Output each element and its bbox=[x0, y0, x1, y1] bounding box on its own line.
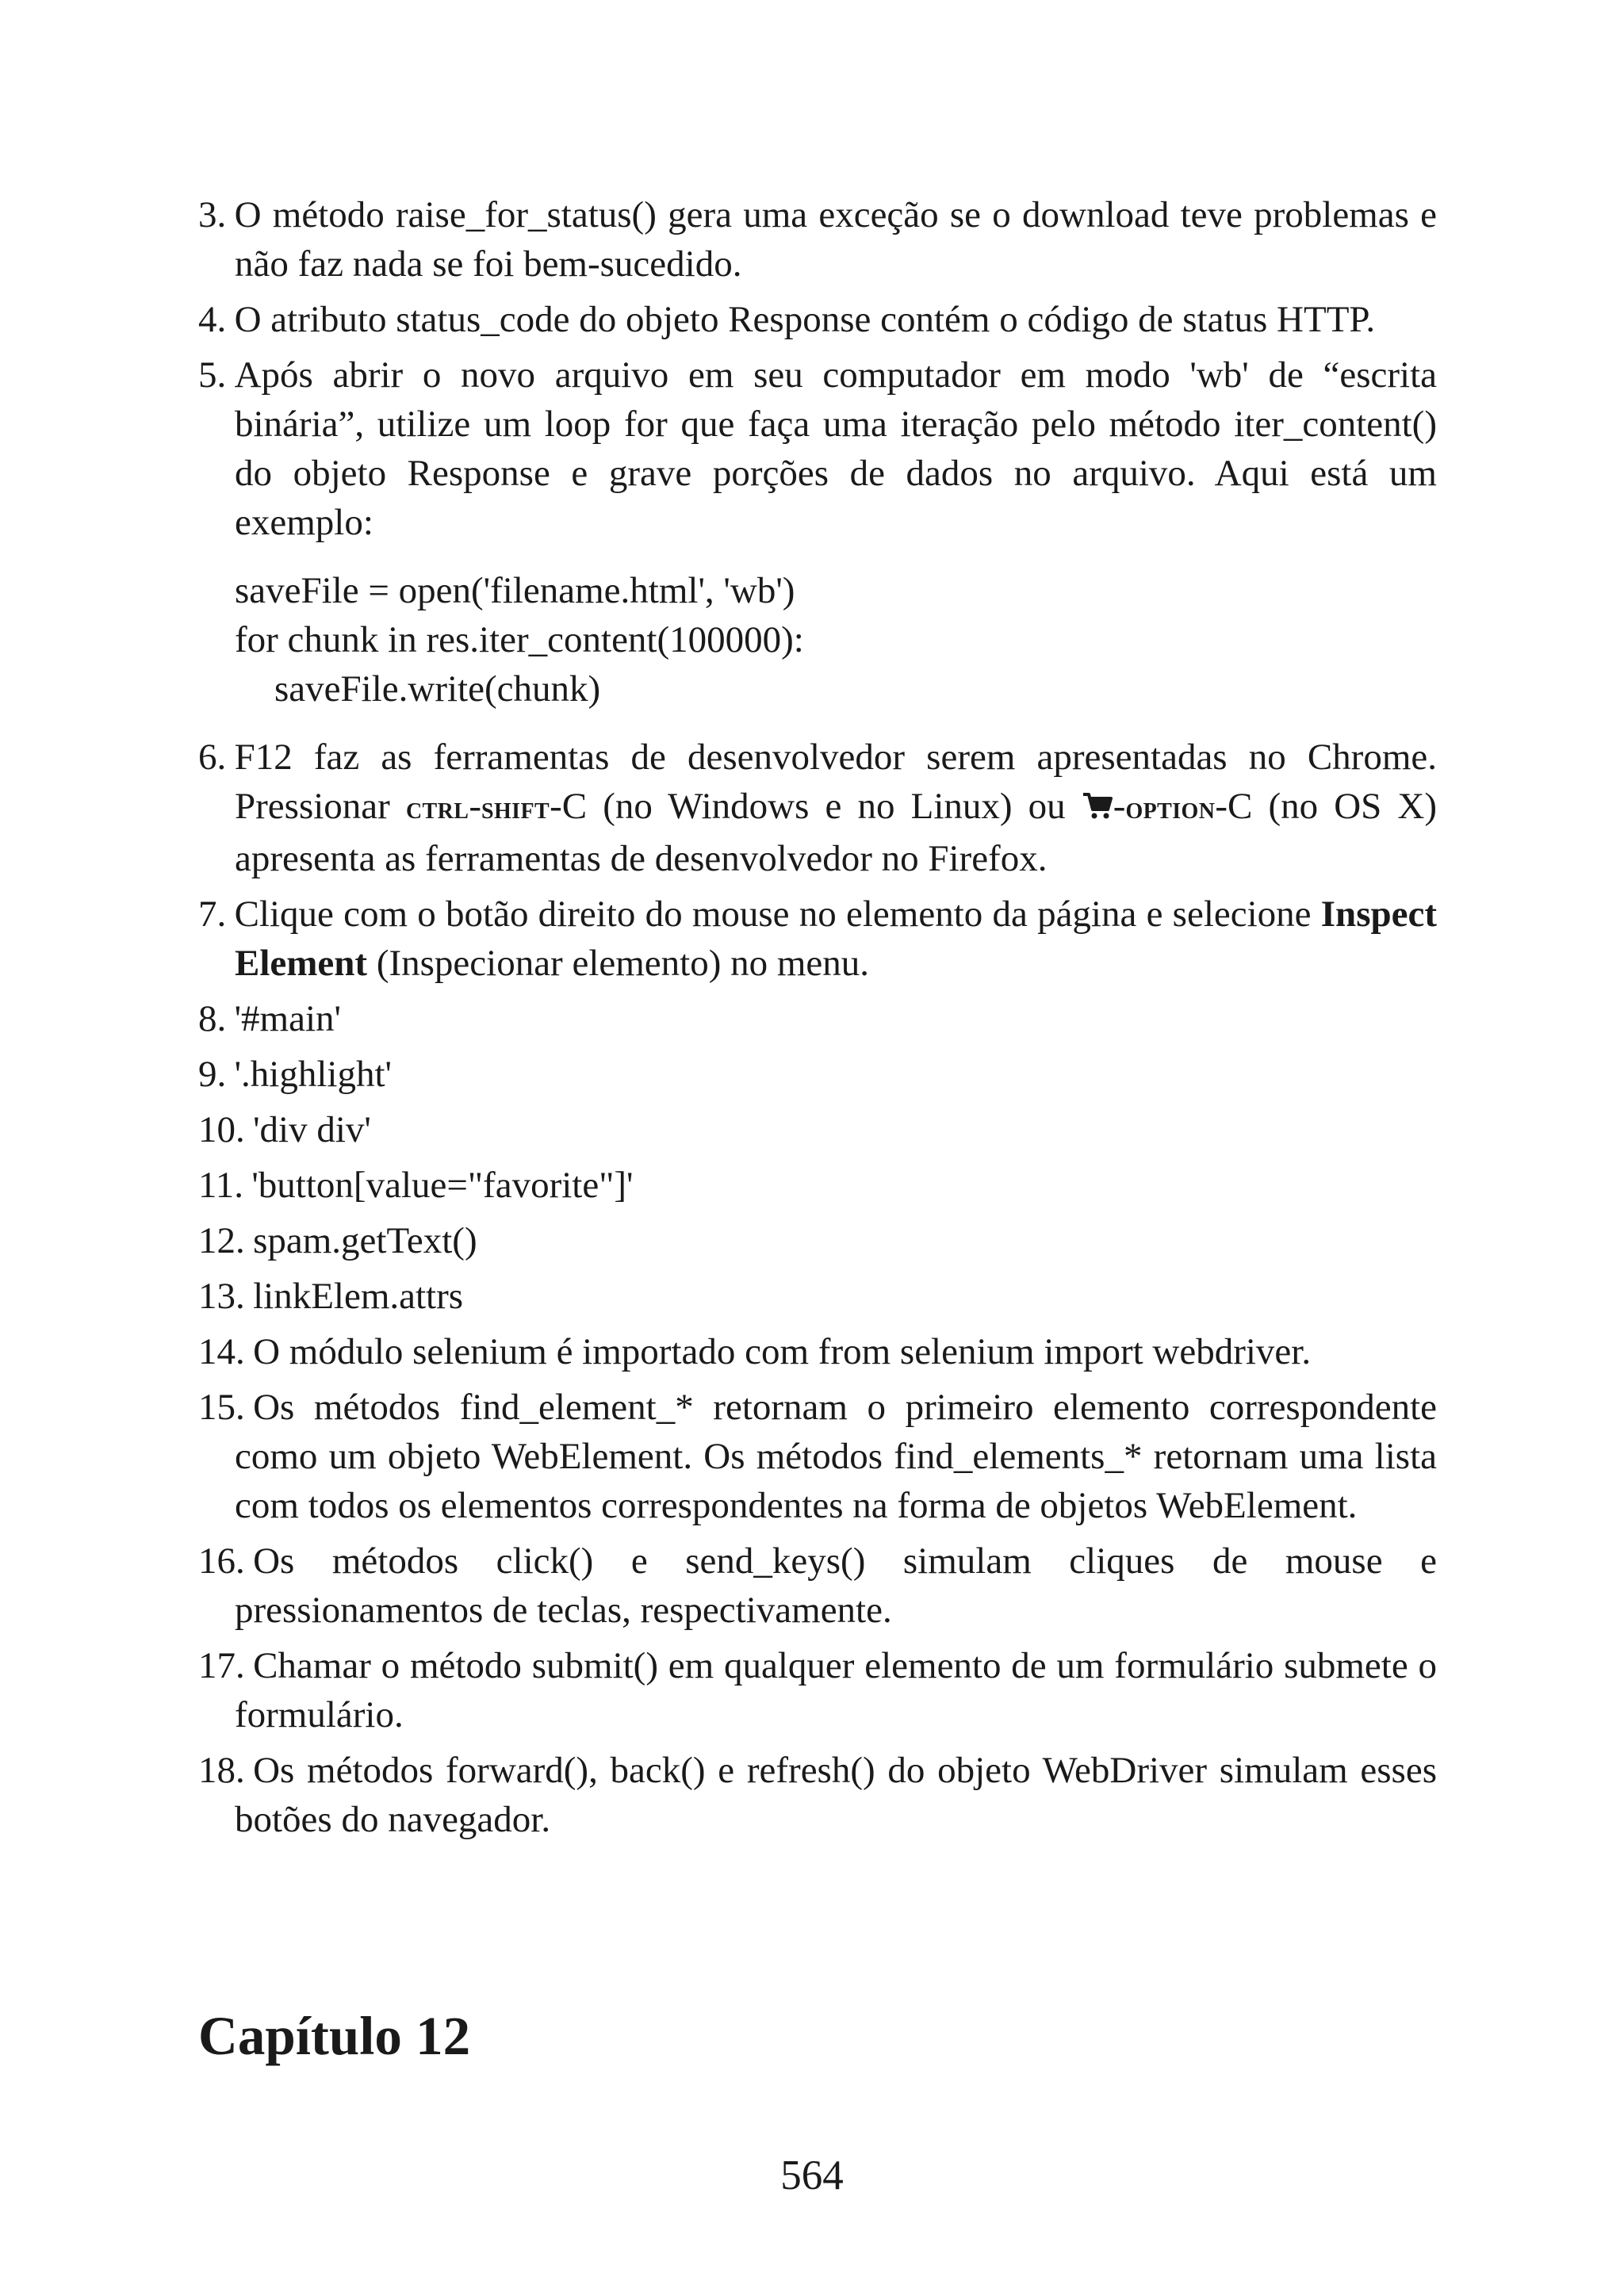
item-text: O método raise_for_status() gera uma exceção se o download teve problemas e não faz nada se foi bem-sucedido. bbox=[234, 194, 1437, 285]
key-shift: shift bbox=[481, 790, 550, 825]
list-item bbox=[198, 295, 1437, 344]
list-item bbox=[198, 350, 1437, 547]
list-item bbox=[198, 190, 1437, 289]
code-line: saveFile.write(chunk) bbox=[274, 668, 601, 710]
code-example bbox=[198, 566, 1437, 714]
item-number: 4. bbox=[198, 299, 227, 340]
list-item bbox=[198, 1161, 1437, 1210]
item-text: O módulo selenium é importado com from selenium import webdriver. bbox=[253, 1331, 1312, 1372]
item-number: 17. bbox=[198, 1645, 245, 1686]
code-line: saveFile = open('filename.html', 'wb') bbox=[235, 570, 795, 611]
item-text: Clique com o botão direito do mouse no elemento da página e selecione bbox=[234, 894, 1312, 935]
item-text: Após abrir o novo arquivo em seu computador em modo 'wb' de “escrita binária”, utilize um loop for que faça uma iteração pelo método iter_content() do objeto Response e grave porções de dados no arquivo. Aqui está um exemplo: bbox=[234, 354, 1437, 543]
answer-list bbox=[198, 190, 1437, 1850]
key-option: option bbox=[1125, 790, 1216, 825]
list-item bbox=[198, 994, 1437, 1043]
item-number: 7. bbox=[198, 894, 227, 935]
item-text: -C (no OS X) apresenta as ferramentas de desenvolvedor no Firefox. bbox=[235, 786, 1438, 879]
item-number: 14. bbox=[198, 1331, 245, 1372]
item-number: 11. bbox=[198, 1165, 244, 1206]
item-number: 8. bbox=[198, 998, 227, 1039]
code-line: for chunk in res.iter_content(100000): bbox=[235, 619, 804, 660]
list-item bbox=[198, 1641, 1437, 1739]
chapter-heading: Capítulo 12 bbox=[198, 2006, 471, 2066]
item-text: linkElem.attrs bbox=[253, 1276, 464, 1317]
item-text: (Inspecionar elemento) no menu. bbox=[376, 943, 870, 984]
item-number: 9. bbox=[198, 1054, 227, 1095]
item-number: 10. bbox=[198, 1109, 245, 1150]
item-number: 5. bbox=[198, 354, 227, 396]
list-item bbox=[198, 1050, 1437, 1099]
item-number: 6. bbox=[198, 737, 227, 778]
key-separator: - bbox=[469, 786, 482, 827]
item-text: spam.getText() bbox=[253, 1220, 477, 1261]
list-item bbox=[198, 890, 1437, 988]
key-separator: - bbox=[1113, 786, 1126, 827]
cart-command-icon bbox=[1082, 785, 1113, 834]
list-item bbox=[198, 1272, 1437, 1321]
list-item bbox=[198, 733, 1437, 883]
item-text: Os métodos click() e send_keys() simulam cliques de mouse e pressionamentos de teclas, respectivamente. bbox=[235, 1540, 1437, 1631]
item-text: 'button[value="favorite"]' bbox=[251, 1165, 634, 1206]
item-number: 13. bbox=[198, 1276, 245, 1317]
list-item bbox=[198, 1746, 1437, 1844]
item-text: '.highlight' bbox=[234, 1054, 392, 1095]
item-text: O atributo status_code do objeto Response contém o código de status HTTP. bbox=[234, 299, 1376, 340]
list-item bbox=[198, 1536, 1437, 1635]
page-number: 564 bbox=[780, 2152, 844, 2198]
item-text: Chamar o método submit() em qualquer elemento de um formulário submete o formulário. bbox=[235, 1645, 1437, 1735]
item-number: 16. bbox=[198, 1540, 245, 1582]
item-number: 18. bbox=[198, 1750, 245, 1791]
item-text: Os métodos forward(), back() e refresh() do objeto WebDriver simulam esses botões do navegador. bbox=[235, 1750, 1437, 1840]
item-text: F12 faz as ferramentas de desenvolvedor serem apresentadas no Chrome. Pressionar bbox=[234, 737, 1437, 827]
item-text: 'div div' bbox=[253, 1109, 371, 1150]
list-item bbox=[198, 1216, 1437, 1265]
list-item bbox=[198, 1105, 1437, 1154]
list-item bbox=[198, 1327, 1437, 1376]
list-item bbox=[198, 1383, 1437, 1530]
item-number: 12. bbox=[198, 1220, 245, 1261]
item-text: Os métodos find_element_* retornam o primeiro elemento correspondente como um objeto WebElement. Os métodos find_elements_* retornam uma lista com todos os elementos correspondentes na forma de objetos WebElement. bbox=[235, 1387, 1437, 1526]
key-ctrl: ctrl bbox=[405, 790, 469, 825]
menu-item-name: Inspect Element bbox=[235, 894, 1437, 984]
item-number: 3. bbox=[198, 194, 227, 235]
item-text: '#main' bbox=[234, 998, 341, 1039]
item-text: -C (no Windows e no Linux) ou bbox=[550, 786, 1066, 827]
item-number: 15. bbox=[198, 1387, 245, 1428]
